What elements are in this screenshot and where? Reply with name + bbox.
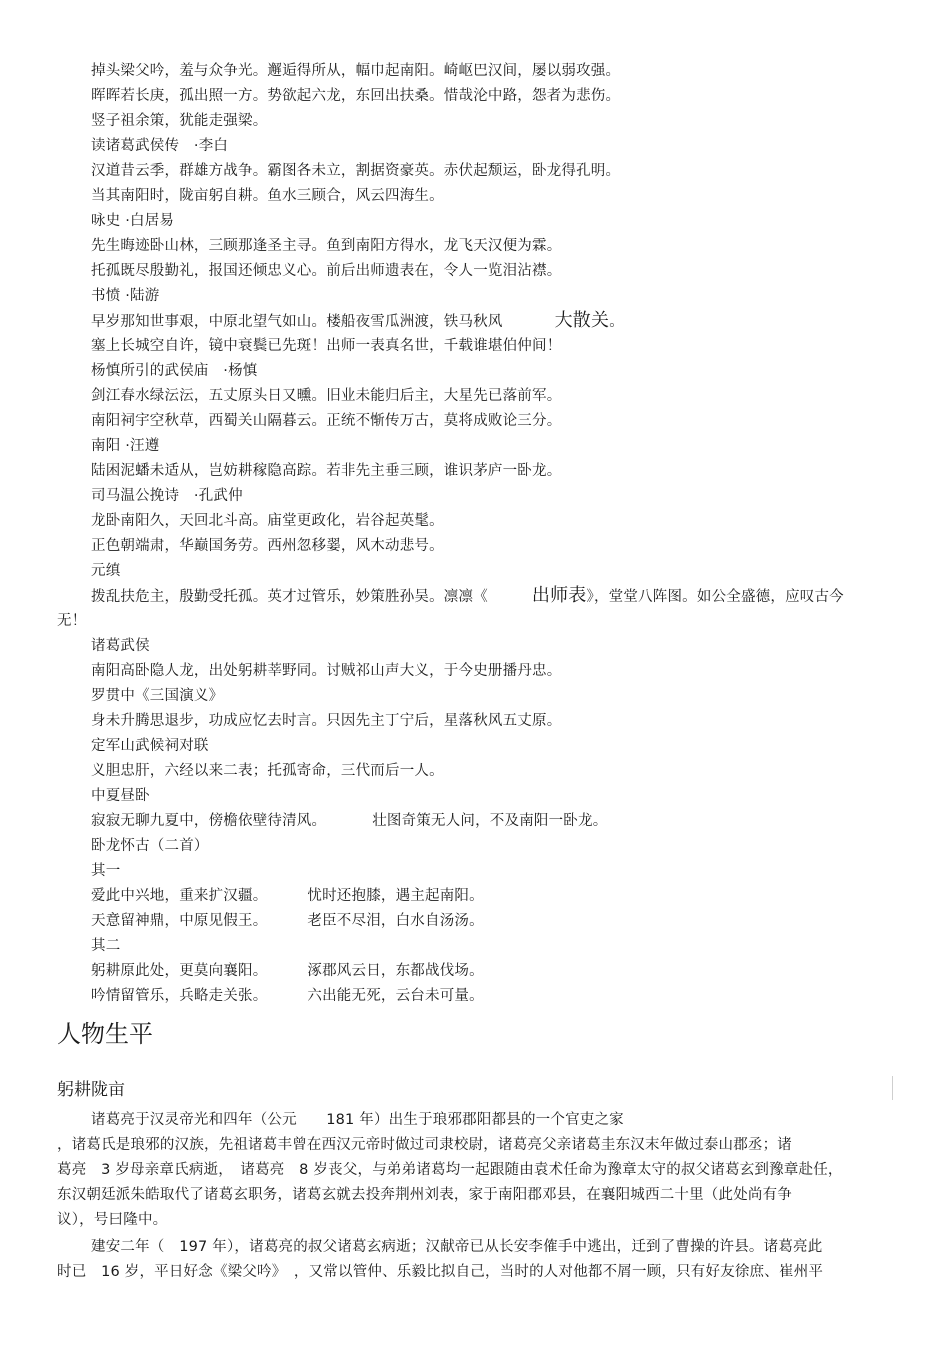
poem-line: 晖晖若长庚，孤出照一方。势欲起六龙，东回出扶桑。惜哉沦中路，怨者为悲伤。 — [91, 88, 621, 104]
poem-heading: 诸葛武侯 — [91, 638, 150, 654]
poem-emphasis: 大散关 — [554, 310, 610, 331]
section-title: 人物生平 — [57, 1020, 153, 1048]
poem-heading: 南阳 ·汪遵 — [91, 438, 160, 454]
poem-text: 天意留神鼎，中原见假王。 — [91, 913, 268, 929]
poem-line — [91, 886, 484, 906]
poem-text: 吟情留管乐，兵略走关张。 — [91, 988, 268, 1004]
poem-heading: 咏史 ·白居易 — [91, 213, 175, 229]
poem-emphasis: 出师表 — [531, 585, 587, 606]
poem-text: 爱此中兴地，重来扩汉疆。 — [91, 888, 268, 904]
poem-line: 南阳祠宇空秋草，西蜀关山隔暮云。正统不惭传万古，莫将成败论三分。 — [91, 413, 562, 429]
margin-rule — [892, 1076, 893, 1100]
body-line: 东汉朝廷派朱皓取代了诸葛玄职务，诸葛玄就去投奔荆州刘表，家于南阳郡邓县，在襄阳城西二十里（此处尚有争 — [57, 1187, 792, 1203]
poem-heading: 罗贯中《三国演义》 — [91, 688, 224, 704]
body-line: 议），号曰隆中。 — [57, 1212, 168, 1228]
poem-heading: 元缜 — [91, 563, 121, 579]
poem-line — [91, 586, 844, 607]
poem-line — [91, 986, 484, 1006]
poem-line: 无！ — [57, 613, 87, 629]
poem-heading: 中夏昼卧 — [91, 788, 150, 804]
poem-heading: 读诸葛武侯传 ·李白 — [91, 138, 229, 154]
poem-text: 老臣不尽泪，白水自汤汤。 — [307, 913, 484, 929]
body-line: 葛亮 3 岁母亲章氏病逝， 诸葛亮 8 岁丧父，与弟弟诸葛均一起跟随由袁术任命为豫章太守的叔父诸葛玄到豫章赴任， — [57, 1162, 843, 1178]
poem-line: 陆困泥蟠未适从，岂妨耕稼隐高踪。若非先主垂三顾，谁识茅庐一卧龙。 — [91, 463, 562, 479]
body-line: 诸葛亮于汉灵帝光和四年（公元 181 年）出生于琅邪郡阳都县的一个官吏之家 — [91, 1112, 624, 1128]
poem-text: 躬耕原此处，更莫向襄阳。 — [91, 963, 268, 979]
poem-heading: 其一 — [91, 863, 121, 879]
body-line: ，诸葛氏是琅邪的汉族，先祖诸葛丰曾在西汉元帝时做过司隶校尉，诸葛亮父亲诸葛圭东汉末年做过泰山郡丞；诸 — [57, 1137, 792, 1153]
poem-line: 托孤既尽殷勤礼，报国还倾忠义心。前后出师遗表在，令人一览泪沾襟。 — [91, 263, 562, 279]
poem-heading: 书愤 ·陆游 — [91, 288, 160, 304]
poem-line: 竖子祖余策，犹能走强梁。 — [91, 113, 268, 129]
poem-text: 壮图奇策无人问，不及南阳一卧龙。 — [372, 813, 608, 829]
body-line: 建安二年（ 197 年），诸葛亮的叔父诸葛玄病逝；汉献帝已从长安李傕手中逃出，迁到了曹操的许县。诸葛亮此 — [91, 1239, 823, 1255]
poem-line: 南阳高卧隐人龙，出处躬耕莘野同。讨贼祁山声大义，于今史册播丹忠。 — [91, 663, 562, 679]
poem-heading: 定军山武候祠对联 — [91, 738, 209, 754]
poem-heading: 卧龙怀古（二首） — [91, 838, 209, 854]
poem-line: 剑江春水绿沄沄，五丈原头日又曛。旧业未能归后主，大星先已落前军。 — [91, 388, 562, 404]
poem-heading: 司马温公挽诗 ·孔武仲 — [91, 488, 243, 504]
poem-text: 拨乱扶危主，殷勤受托孤。英才过管乐，妙策胜孙吴。凛凛《 — [91, 589, 488, 605]
poem-text: 涿郡风云日，东都战伐场。 — [307, 963, 484, 979]
poem-line: 先生晦迹卧山林，三顾那逢圣主寻。鱼到南阳方得水，龙飞天汉便为霖。 — [91, 238, 562, 254]
poem-line: 龙卧南阳久，天回北斗高。庙堂更政化，岩谷起英髦。 — [91, 513, 444, 529]
poem-line — [91, 911, 484, 931]
section-subtitle: 躬耕陇亩 — [57, 1080, 125, 1100]
poem-text: 。 — [609, 314, 624, 330]
poem-text: 寂寂无聊九夏中，傍檐依壁待清风。 — [91, 813, 327, 829]
poem-heading: 杨慎所引的武侯庙 ·杨慎 — [91, 363, 258, 379]
poem-heading: 其二 — [91, 938, 121, 954]
poem-line: 掉头梁父吟，羞与众争光。邂逅得所从，幅巾起南阳。崎岖巴汉间，屡以弱攻强。 — [91, 63, 621, 79]
poem-line: 塞上长城空自许，镜中衰鬓已先斑！出师一表真名世，千载谁堪伯仲间！ — [91, 338, 562, 354]
poem-line: 义胆忠肝，六经以来二表；托孤寄命，三代而后一人。 — [91, 763, 444, 779]
poem-text: 六出能无死，云台未可量。 — [307, 988, 484, 1004]
poem-line: 汉道昔云季，群雄方战争。霸图各未立，割据资豪英。赤伏起颓运，卧龙得孔明。 — [91, 163, 621, 179]
poem-text: 》，堂堂八阵图。如公全盛德，应叹古今 — [586, 589, 844, 605]
poem-line: 身未升腾思退步，功成应忆去时言。只因先主丁宁后，星落秋风五丈原。 — [91, 713, 562, 729]
poem-line: 当其南阳时，陇亩躬自耕。鱼水三顾合，风云四海生。 — [91, 188, 444, 204]
poem-line: 正色朝端肃，华巅国务劳。西州忽移翣，风木动悲号。 — [91, 538, 444, 554]
poem-line — [91, 311, 624, 332]
poem-text: 忧时还抱膝，遇主起南阳。 — [307, 888, 484, 904]
body-line: 时已 16 岁，平日好念《梁父吟》 ，又常以管仲、乐毅比拟自己，当时的人对他都不屑一顾，只有好友徐庶、崔州平 — [57, 1264, 824, 1280]
poem-line — [91, 961, 484, 981]
poem-text: 早岁那知世事艰，中原北望气如山。楼船夜雪瓜洲渡，铁马秋风 — [91, 314, 503, 330]
poem-line — [91, 811, 607, 831]
